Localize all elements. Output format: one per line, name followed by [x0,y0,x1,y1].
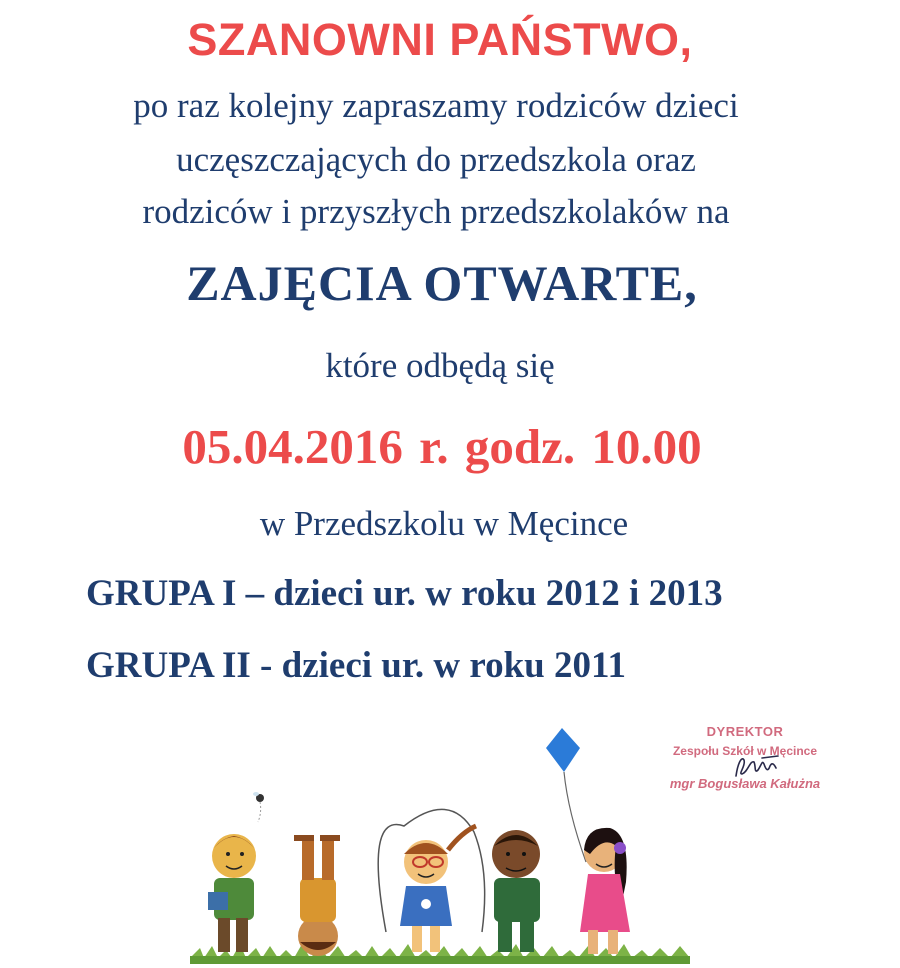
children-playing-icon [190,722,720,964]
group-info: GRUPA I – dzieci ur. w roku 2012 i 2013 [86,573,723,614]
event-date-time: 05.04.2016 r. godz. 10.00 [182,419,702,474]
stamp-title: DYREKTOR [706,724,784,739]
intro-line: uczęszczających do przedszkola oraz [176,140,696,179]
stamp-organization: Zespołu Szkół w Męcince [672,744,818,758]
headline: SZANOWNI PAŃSTWO, [187,14,693,65]
group-info: GRUPA II - dzieci ur. w roku 2011 [86,645,626,686]
event-location: w Przedszkolu w Męcince [259,504,629,543]
event-subtitle: które odbędą się [325,346,555,385]
intro-line: rodziców i przyszłych przedszkolaków na [142,192,730,231]
intro-line: po raz kolejny zapraszamy rodziców dzieci [133,86,739,125]
stamp-name: mgr Bogusława Kałużna [669,776,821,791]
event-title: ZAJĘCIA OTWARTE, [186,255,698,311]
